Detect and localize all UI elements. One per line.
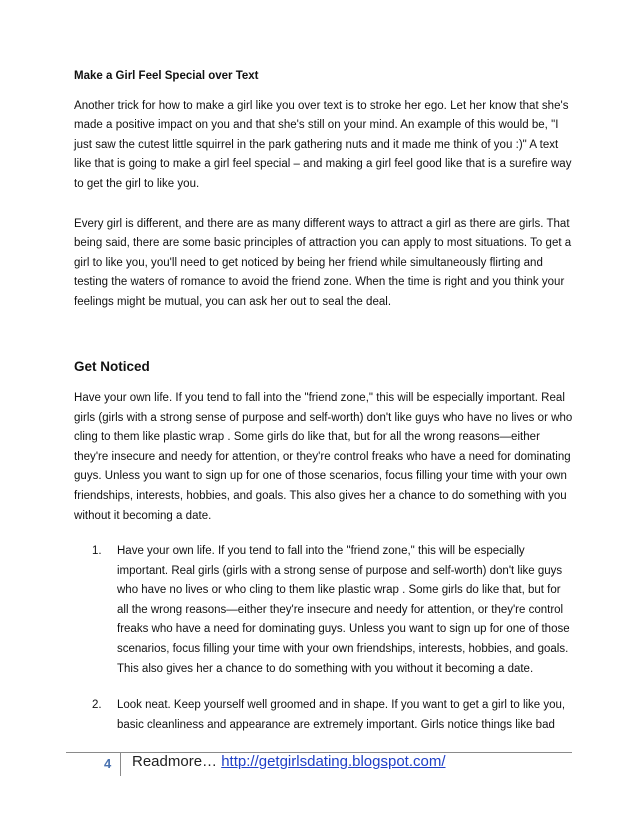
list-item — [92, 696, 572, 735]
paragraph-have-your-own-life: Have your own life. If you tend to fall into the "friend zone," this will be especially important. Real girls (girls with a strong sense of purpose and self-worth) don't like guys who have no lives or who cling to them like plastic wrap . Some girls do like that, but for all the wrong reasons—either they're insecure and needy for attention, or they're control freaks who have a need for dominating guys. Unless you want to sign up for one of those scenarios, focus filling your time with your own friendships, interests, hobbies, and goals. This also gives her a chance to do something with you without it becoming a date. — [74, 392, 573, 522]
paragraph-stroke-ego: Another trick for how to make a girl like you over text is to stroke her ego. Let her know that she's made a positive impact on you and that she's still on your mind. An example of this would be, "I just saw the cutest little squirrel in the park gathering nuts and it made me think of you :)" A text like that is going to make a girl feel special – and making a girl feel good like that is a surefire way to get the girl to like you. — [74, 100, 572, 190]
readmore-label: Readmore… — [132, 753, 218, 770]
list-item-number: 1. — [92, 545, 102, 557]
list-item — [92, 542, 572, 679]
footer-link[interactable]: http://getgirlsdating.blogspot.com/ — [221, 753, 446, 770]
footer-readmore — [132, 753, 446, 770]
page-number: 4 — [104, 756, 112, 771]
heading-get-noticed: Get Noticed — [74, 359, 150, 374]
numbered-list — [92, 542, 572, 735]
list-item-text: Look neat. Keep yourself well groomed and in shape. If you want to get a girl to like you, basic cleanliness and appearance are extremely important. Girls notice things like bad — [117, 699, 566, 731]
paragraph-every-girl-different: Every girl is different, and there are as many different ways to attract a girl as there are girls. That being said, there are some basic principles of attraction you can apply to most situations. To get a girl to like you, you'll need to get noticed by being her friend while simultaneously flirting and testing the waters of romance to avoid the friend zone. When the time is right and you think your feelings might be mutual, you can ask her out to seal the deal. — [74, 218, 572, 308]
list-item-number: 2. — [92, 699, 102, 712]
list-item-text: Have your own life. If you tend to fall into the "friend zone," this will be especially important. Real girls (girls with a strong sense of purpose and self-worth) don't like guys who have no lives or who cling to them like plastic wrap . Some girls do like that, but for all the wrong reasons—either they're insecure and needy for attention, or they're control freaks who have a need for dominating guys. Unless you want to sign up for one of those scenarios, focus filling your time with your own friendships, interests, hobbies, and goals. This also gives her a chance to do something with you without it becoming a date. — [117, 545, 570, 675]
heading-make-girl-feel-special: Make a Girl Feel Special over Text — [74, 70, 259, 82]
footer-vertical-divider — [120, 753, 121, 776]
